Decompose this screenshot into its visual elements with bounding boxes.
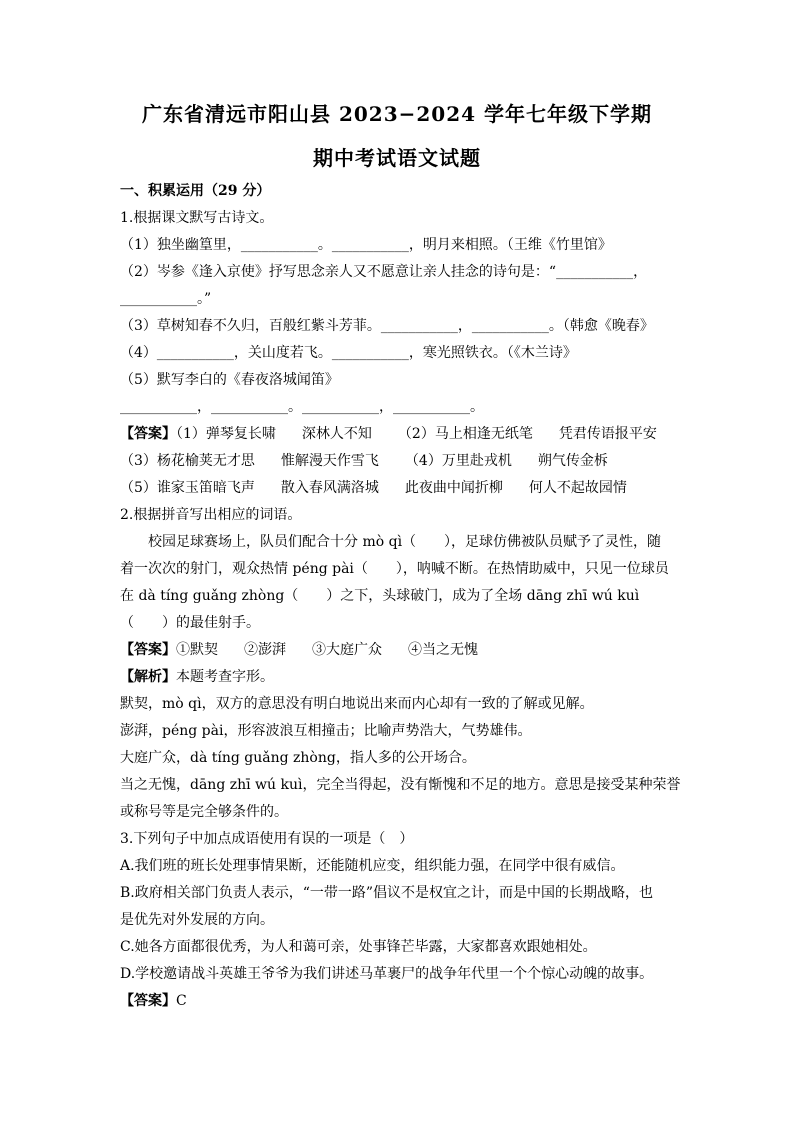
q2-analysis-row — [120, 664, 680, 691]
q1-line2: （2）岑参《逢入京使》抒写思念亲人又不愿意让亲人挂念的诗句是：“___________， — [120, 264, 648, 280]
q3-answer-label: 【答案】 — [120, 993, 176, 1009]
q1-stem: 1.根据课文默写古诗文。 — [120, 210, 274, 226]
q2-explain-line1: 默契，mò qì，双方的意思没有明白地说出来而内心却有一致的了解或见解。 — [120, 696, 594, 712]
q1-line6: （5）默写李白的《春夜洛城闻笛》 — [120, 372, 339, 388]
q1-answer-row2 — [120, 448, 680, 475]
q1-answer-label: 【答案】 — [120, 426, 176, 442]
q1-answer: 何人不起故园情 — [528, 480, 627, 496]
q1-answer: （3）杨花榆荚无才思 — [120, 453, 255, 469]
q3-option-b-line1: B.政府相关部门负责人表示，“一带一路”倡议不是权宜之计，而是中国的长期战略，也 — [120, 885, 654, 901]
q3-answer-row — [120, 988, 680, 1015]
q2-answer: ④当之无愧 — [408, 642, 478, 658]
q2-passage-line4: （ ）的最佳射手。 — [120, 615, 260, 631]
q2-passage-line3: 在 dà tíng guǎng zhòng（ ）之下，头球破门，成为了全场 dāng zhī wú kuì — [120, 588, 640, 604]
q2-answer-label: 【答案】 — [120, 642, 176, 658]
q1-answer: 散入春风满洛城 — [280, 480, 379, 496]
q2-answer: ③大庭广众 — [312, 642, 382, 658]
document-body — [120, 178, 680, 1015]
q1-line3: ___________。” — [120, 291, 212, 307]
q1-answer: 惟解漫天作雪飞 — [280, 453, 379, 469]
q1-answer: 朔气传金柝 — [537, 453, 608, 469]
q1-answer: （5）谁家玉笛暗飞声 — [120, 480, 255, 496]
q3-option-c: C.她各方面都很优秀，为人和蔼可亲，处事锋芒毕露，大家都喜欢跟她相处。 — [120, 939, 597, 955]
q1-answer-row3 — [120, 475, 680, 502]
q1-line4: （3）草树知春不久归，百般红紫斗芳菲。___________，___________。（韩愈《晚春》 — [120, 318, 654, 334]
q3-answer: C — [176, 993, 187, 1009]
document-title-line2: 期中考试语文试题 — [313, 146, 481, 170]
q1-answer-row1 — [120, 421, 680, 448]
document-title-line1: 广东省清远市阳山县 2023−2024 学年七年级下学期 — [141, 102, 652, 126]
section1-heading: 一、积累运用（29 分） — [120, 183, 271, 199]
q1-answer: 凭君传语报平安 — [558, 426, 657, 442]
q2-passage-line1: 校园足球赛场上，队员们配合十分 mò qì（ ），足球仿佛被队员赋予了灵性，随 — [148, 534, 662, 550]
q2-analysis: 本题考查字形。 — [176, 669, 274, 685]
q2-stem: 2.根据拼音写出相应的词语。 — [120, 507, 302, 523]
q2-answer-row — [120, 637, 680, 664]
q1-answer: 此夜曲中闻折柳 — [404, 480, 503, 496]
q2-passage-line2: 着一次次的射门，观众热情 péng pài（ ），呐喊不断。在热情助威中，只见一位球员 — [120, 561, 669, 577]
q1-answer: （4）万里赴戎机 — [404, 453, 512, 469]
q2-explain-line3: 大庭广众，dà tíng guǎng zhòng，指人多的公开场合。 — [120, 750, 476, 766]
q3-option-b-line2: 是优先对外发展的方向。 — [120, 912, 274, 928]
q1-line5: （4）___________，关山度若飞。___________，寒光照铁衣。（《木兰诗》 — [120, 345, 577, 361]
q2-explain-line5: 或称号等是完全够条件的。 — [120, 804, 288, 820]
q1-line7: ___________，___________。___________，___________。 — [120, 399, 484, 415]
q1-line1: （1）独坐幽篁里，___________。___________，明月来相照。（王维《竹里馆》 — [120, 237, 612, 253]
q2-answer: ②澎湃 — [244, 642, 286, 658]
q3-option-a: A.我们班的班长处理事情果断，还能随机应变，组织能力强，在同学中很有威信。 — [120, 858, 625, 874]
q3-stem: 3.下列句子中加点成语使用有误的一项是（ ） — [120, 831, 414, 847]
q2-explain-line4: 当之无愧，dāng zhī wú kuì，完全当得起，没有惭愧和不足的地方。意思是接受某种荣誉 — [120, 777, 681, 793]
q2-answer: ①默契 — [176, 642, 218, 658]
q2-analysis-label: 【解析】 — [120, 669, 176, 685]
q1-answer: 深林人不知 — [301, 426, 372, 442]
q1-answer: （1）弹琴复长啸 — [176, 426, 276, 442]
q3-option-d: D.学校邀请战斗英雄王爷爷为我们讲述马革裹尸的战争年代里一个个惊心动魄的故事。 — [120, 966, 654, 982]
q2-explain-line2: 澎湃，péng pài，形容波浪互相撞击；比喻声势浩大，气势雄伟。 — [120, 723, 532, 739]
q1-answer: （2）马上相逢无纸笔 — [397, 426, 533, 442]
